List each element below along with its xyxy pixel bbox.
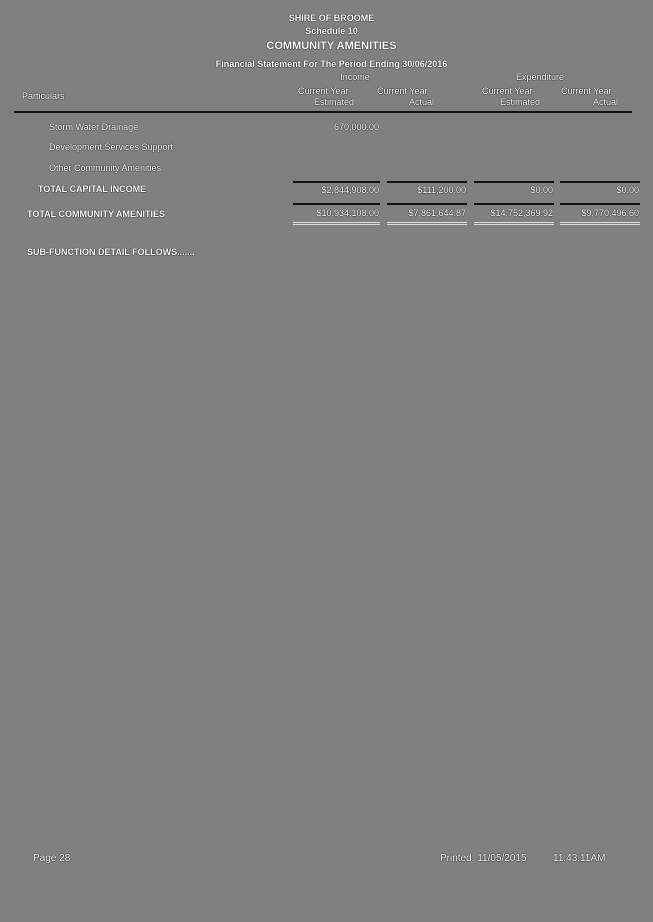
total-capital-income-income-act: $111,200.00	[417, 185, 466, 195]
income-group-header: Income	[340, 72, 370, 82]
report-subtitle: Financial Statement For The Period Ending 30/06/2016	[215, 59, 448, 69]
total-amenities-income-act: $7,861,644.87	[408, 208, 466, 218]
total-capital-income-exp-act: $0.00	[616, 185, 639, 195]
total-capital-income-label: TOTAL CAPITAL INCOME	[38, 184, 147, 194]
total-capital-income-income-est: $2,844,908.00	[321, 185, 379, 195]
header-rule	[14, 111, 632, 113]
total-amenities-income-est: $10,934,108.00	[316, 208, 379, 218]
total-capital-income-box-3	[474, 181, 554, 183]
row-storm-water-income-est: 670,000.00	[333, 122, 379, 132]
col-income-act-line1: Current Year	[377, 86, 428, 96]
col-income-est-line1: Current Year	[298, 86, 349, 96]
total-amenities-exp-act: $9,770,496.60	[581, 208, 639, 218]
col-income-est-line2: Estimated	[313, 97, 354, 107]
report-schedule: Schedule 10	[305, 26, 358, 36]
col-exp-est-line1: Current Year	[482, 86, 533, 96]
footer-page: Page 28	[33, 853, 71, 864]
col-income-act-line2: Actual	[408, 97, 434, 107]
row-dev-services-label: Development Services Support	[49, 142, 174, 152]
row-other-amenities-label: Other Community Amenities	[49, 163, 162, 173]
report-org: SHIRE OF BROOME	[288, 13, 375, 23]
expenditure-group-header: Expenditure	[515, 72, 565, 82]
col-exp-act-line1: Current Year	[561, 86, 612, 96]
total-amenities-exp-est: $14,752,369.92	[490, 208, 553, 218]
total-capital-income-box-2	[387, 181, 467, 183]
subfunction-note: SUB-FUNCTION DETAIL FOLLOWS.......	[27, 247, 195, 257]
row-storm-water-label: Storm Water Drainage	[49, 122, 139, 132]
footer-time: 11:43:11AM	[553, 853, 606, 864]
total-capital-income-exp-est: $0.00	[530, 185, 553, 195]
footer-printed: Printed: 11/05/2015	[440, 853, 527, 864]
report-title: COMMUNITY AMENITIES	[266, 40, 397, 52]
col-exp-est-line2: Estimated	[499, 97, 540, 107]
total-community-amenities-label: TOTAL COMMUNITY AMENITIES	[27, 209, 166, 219]
particulars-header: Particulars	[22, 91, 65, 101]
total-capital-income-box-1	[293, 181, 380, 183]
total-capital-income-box-4	[560, 181, 640, 183]
col-exp-act-line2: Actual	[592, 97, 618, 107]
